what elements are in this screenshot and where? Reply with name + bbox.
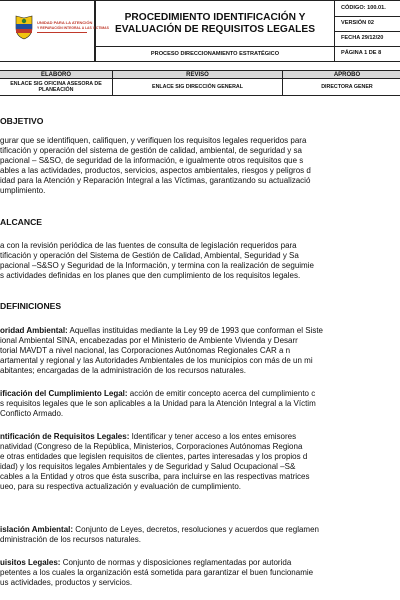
definition-line: us actividades, productos y servicios. <box>0 578 133 587</box>
definition-line: abitantes; encargadas de la administración de los recursos naturales. <box>0 366 246 375</box>
elaboro-value-line1: ENLACE SIG OFICINA ASESORA DE <box>10 80 102 87</box>
alcance-line: tificación y operación del Sistema de Gestión de Calidad, Ambiental, Seguridad y Sa <box>0 251 299 260</box>
section-title-definiciones: DEFINICIONES <box>0 301 62 311</box>
definition-text: Conjunto de normas y disposiciones reglamentadas por autorida <box>60 558 292 567</box>
definition-term: ntificación de Requisitos Legales: <box>0 432 130 441</box>
definition-line <box>0 432 296 442</box>
logo-rule <box>37 32 87 33</box>
objetivo-line: idad para la Atención y Reparación Integral a las Víctimas, garantizando su actualizació <box>0 176 311 185</box>
definition-line: ueo, para su respectiva actualización y evaluación de cumplimiento. <box>0 482 242 491</box>
alcance-line: a con la revisión periódica de las fuentes de consulta de legislación requeridos para <box>0 241 297 250</box>
version: VERSIÓN 02 <box>341 20 374 26</box>
definition-line: Conflicto Armado. <box>0 409 64 418</box>
definition-line: torial MAVDT a nivel nacional, las Corporaciones Autónomas Regionales CAR a n <box>0 346 291 355</box>
definition-text: Conjunto de Leyes, decretos, resoluciones y acuerdos que reglamen <box>73 525 319 534</box>
logo-cell <box>0 0 109 62</box>
definition-line: dministración de los recursos naturales. <box>0 535 141 544</box>
definition-line: idad) y los requisitos legales Ambientales y de Seguridad y Salud Ocupacional –S& <box>0 462 296 471</box>
definition-line: cables a la Entidad y otros que ésta suscriba, para incluirse en las respectivas matrices <box>0 472 310 481</box>
reviso-value: ENLACE SIG DIRECCIÓN GENERAL <box>112 78 283 96</box>
meta-cell <box>334 0 400 62</box>
definition-term: oridad Ambiental: <box>0 326 68 335</box>
aprobo-value: DIRECTORA GENER <box>282 78 400 96</box>
process-cell: PROCESO DIRECCIONAMIENTO ESTRATÉGICO <box>95 46 335 62</box>
logo-text-line2: Y REPARACIÓN INTEGRAL A LAS VÍCTIMAS <box>37 26 109 30</box>
definition-term: islación Ambiental: <box>0 525 74 534</box>
alcance-line: pacional –S&SO y Seguridad de la Información, y termina con la realización de seguimie <box>0 261 314 270</box>
definition-line: s requisitos legales que le son aplicables a la Unidad para la Atención Integral a la Víctim <box>0 399 316 408</box>
alcance-line: s actividades definidas en los planes que den cumplimiento de los requisitos legales. <box>0 271 301 280</box>
elaboro-value-line2: PLANEACIÓN <box>38 87 74 93</box>
definition-line: ional Ambiental SINA, encabezadas por el Ministerio de Ambiente Vivienda y Desarr <box>0 336 298 345</box>
title-line2: EVALUACIÓN DE REQUISITOS LEGALES <box>115 23 315 35</box>
document-title <box>115 12 315 36</box>
definition-line <box>0 326 323 336</box>
objetivo-line: umplimiento. <box>0 186 46 195</box>
definition-line: petentes a los cuales la organización está sometida para garantizar el buen funcionamie <box>0 568 314 577</box>
codigo: CÓDIGO: 100.01. <box>341 5 386 11</box>
logo-text-line1: UNIDAD PARA LA ATENCIÓN <box>37 20 93 25</box>
definition-term: ificación del Cumplimiento Legal: <box>0 389 128 398</box>
pagina: PÁGINA 1 DE 8 <box>341 50 382 56</box>
title-cell <box>95 0 335 47</box>
signatures-table <box>0 70 400 96</box>
elaboro-value <box>0 78 113 96</box>
meta-divider <box>335 31 400 32</box>
elaboro-label: ELABORÓ <box>0 70 113 79</box>
objetivo-line: ables a las actividades, productos, servicios, aspectos ambientales, riesgos y peligros d <box>0 166 311 175</box>
meta-divider <box>335 16 400 17</box>
meta-divider <box>335 46 400 47</box>
definition-line <box>0 558 291 568</box>
section-title-objetivo: OBJETIVO <box>0 116 44 126</box>
document-header <box>0 0 400 62</box>
objetivo-line: gurar que se identifiquen, califiquen, y verifiquen los requisitos legales requeridos para <box>0 136 307 145</box>
fecha: FECHA 29/12/20 <box>341 35 384 41</box>
objetivo-line: tificación y operación del sistema de gestión de calidad, ambiental, de seguridad y sa <box>0 146 302 155</box>
definition-line: artamental y regional y las Autoridades Ambientales de los municipios con más de un mi <box>0 356 313 365</box>
section-title-alcance: ALCANCE <box>0 217 43 227</box>
definition-text: Identificar y tener acceso a los entes emisores <box>129 432 297 441</box>
definition-line: e otras entidades que legislen requisitos de clientes, partes interesadas y los propios d <box>0 452 308 461</box>
definition-text: Aquellas instituidas mediante la Ley 99 de 1993 que conforman el Siste <box>67 326 323 335</box>
definition-term: uisitos Legales: <box>0 558 61 567</box>
definition-text: acción de emitir concepto acerca del cumplimiento c <box>127 389 316 398</box>
definition-line <box>0 525 319 535</box>
definition-line <box>0 389 315 399</box>
reviso-label: REVISÓ <box>112 70 283 79</box>
aprobo-label: APROBO <box>282 70 400 79</box>
logo-icon <box>14 14 34 40</box>
title-line1: PROCEDIMIENTO IDENTIFICACIÓN Y <box>124 11 306 23</box>
objetivo-line: pacional – S&SO, de seguridad de la información, e igualmente otros requisitos que s <box>0 156 304 165</box>
definition-line: natividad (Congreso de la República, Ministerios, Corporaciones Autónomas Regiona <box>0 442 303 451</box>
